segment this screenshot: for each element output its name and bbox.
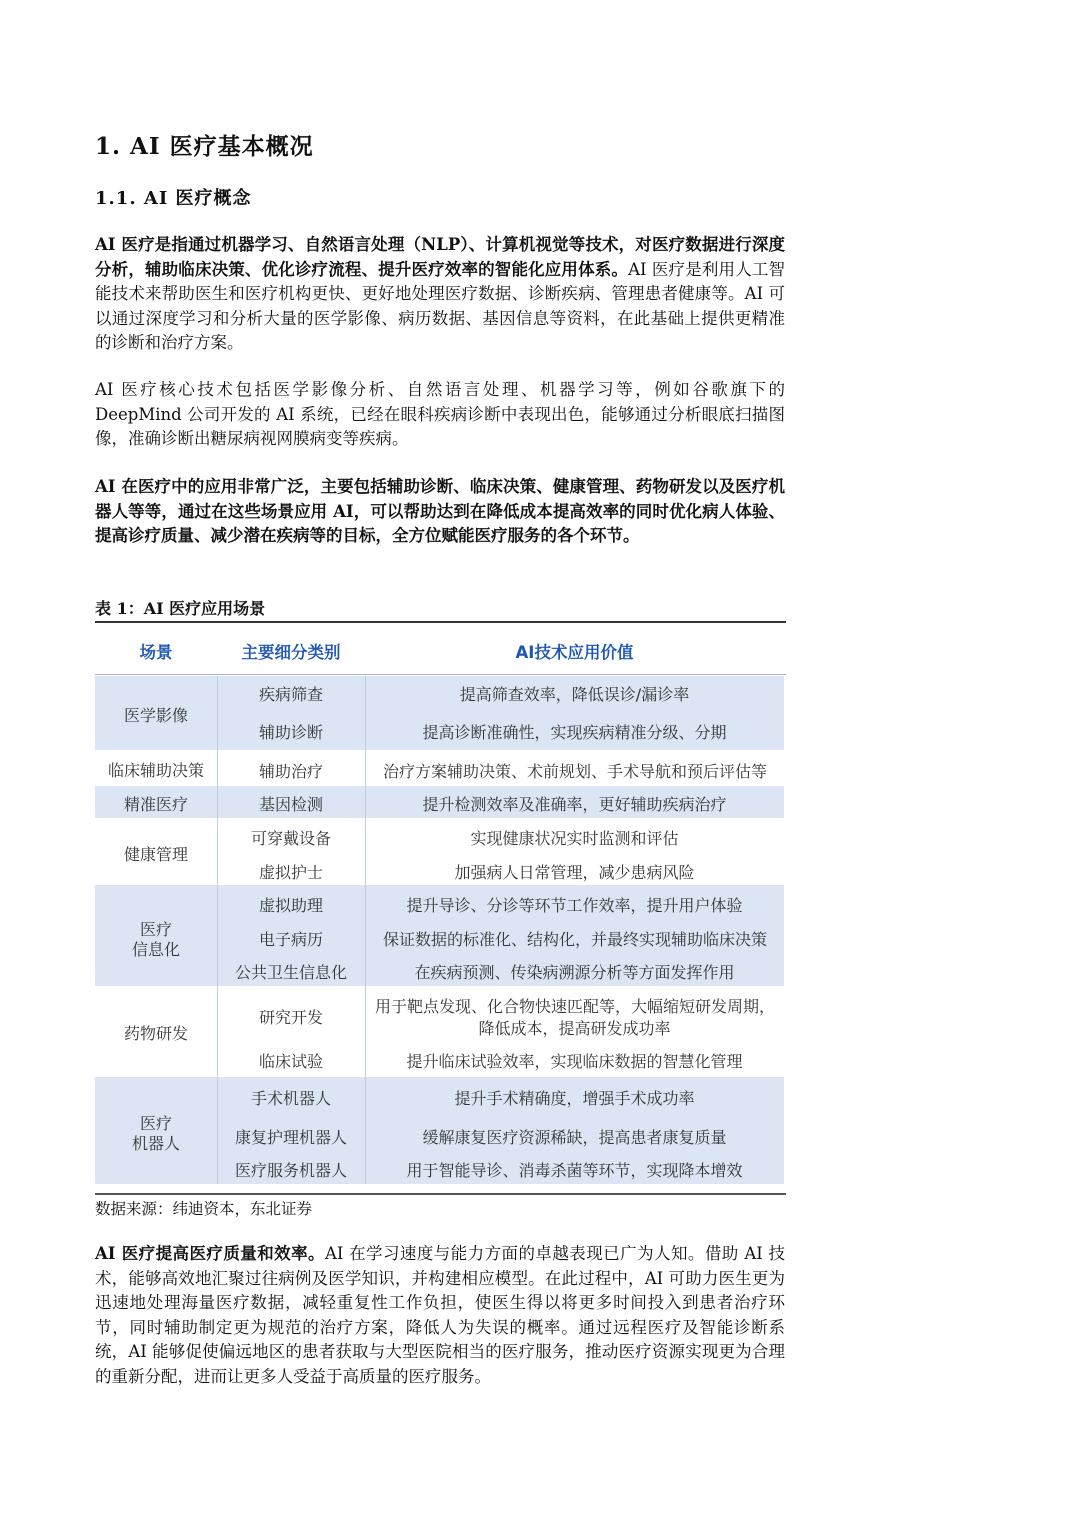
table-header-divider [95,674,786,675]
table-header-subcategory: 主要细分类别 [241,643,341,662]
table-cell-subcategory: 虚拟护士 [258,863,323,882]
table-cell-subcategory: 医疗服务机器人 [234,1161,347,1180]
paragraph-applications-bold: AI 在医疗中的应用非常广泛，主要包括辅助诊断、临床决策、健康管理、药物研发以及医疗机器人等等，通过在这些场景应用 AI，可以帮助达到在降低成本提高效率的同时优化病人体验、提高诊疗质量、减少潜在疾病等的目标，全方位赋能医疗服务的各个环节。 [95,477,785,545]
table-cell-subcategory: 手术机器人 [250,1089,331,1108]
table-header-scenario: 场景 [139,643,173,662]
table-cell-value: 保证数据的标准化、结构化，并最终实现辅助临床决策 [383,930,768,949]
paragraph-quality-normal: AI 在学习速度与能力方面的卓越表现已广为人知。借助 AI 技术，能够高效地汇聚过往病例及医学知识，并构建相应模型。在此过程中，AI 可助力医生更为迅速地处理海量医疗数据，减轻重复性工作负担，使医生得以将更多时间投入到患者治疗环节，同时辅助制定更为规范的治疗方案，降低人为失误的概率。通过远程医疗及智能诊断系统，AI 能够促使偏远地区的患者获取与大型医院相当的医疗服务，推动医疗资源实现更为合理的重新分配，进而让更多人受益于高质量的医疗服务。 [95,1244,786,1386]
table-header-value: AI技术应用价值 [515,643,634,662]
table-cell-subcategory: 辅助诊断 [258,723,323,742]
table-cell-value: 提升检测效率及准确率，更好辅助疾病治疗 [422,795,727,814]
group-informatization-line1: 医疗 [139,920,172,939]
subsection-heading: 1.1. AI 医疗概念 [95,188,252,209]
table-cell-value: 提高诊断准确性，实现疾病精准分级、分期 [422,723,727,742]
paragraph-concept-bold: AI 医疗是指通过机器学习、自然语言处理（NLP）、计算机视觉等技术，对医疗数据进行深度分析，辅助临床决策、优化诊疗流程、提升医疗效率的智能化应用体系。 [95,235,785,279]
table-cell-value: 治疗方案辅助决策、术前规划、手术导航和预后评估等 [383,762,768,781]
table-cell-subcategory: 研究开发 [258,1008,323,1027]
table-bottom-rule [95,1193,786,1195]
table-cell-subcategory: 电子病历 [258,930,323,949]
table-cell-subcategory: 虚拟助理 [258,896,323,915]
group-medical-imaging: 医学影像 [123,706,188,725]
group-precision-medicine: 精准医疗 [123,795,188,814]
paragraph-concept [95,233,785,356]
group-robots-line2: 机器人 [131,1134,180,1153]
table-cell-value: 用于靶点发现、化合物快速匹配等，大幅缩短研发周期， [375,997,776,1016]
group-clinical-decision: 临床辅助决策 [107,761,204,780]
table-cell-value: 提升手术精确度，增强手术成功率 [454,1089,695,1108]
table-cell-subcategory: 辅助治疗 [258,762,323,781]
table-cell-subcategory: 可穿戴设备 [250,829,331,848]
table-cell-value: 实现健康状况实时监测和评估 [470,829,679,848]
table-cell-value: 在疾病预测、传染病溯源分析等方面发挥作用 [414,963,735,982]
paragraph-quality-bold: AI 医疗提高医疗质量和效率。 [95,1244,325,1263]
paragraph-quality-efficiency [95,1242,785,1389]
table-cell-value: 缓解康复医疗资源稀缺，提高患者康复质量 [422,1128,727,1147]
table-cell-value: 加强病人日常管理，减少患病风险 [454,863,695,882]
group-drug-development: 药物研发 [123,1024,188,1043]
paragraph-core-tech: AI 医疗核心技术包括医学影像分析、自然语言处理、机器学习等，例如谷歌旗下的 DeepMind 公司开发的 AI 系统，已经在眼科疾病诊断中表现出色，能够通过分析眼底扫描图像，准确诊断出糖尿病视网膜病变等疾病。 [95,380,785,448]
section-heading: 1. AI 医疗基本概况 [95,133,314,160]
table-cell-subcategory: 临床试验 [258,1052,323,1071]
table-cell-subcategory: 基因检测 [258,795,323,814]
data-source: 数据来源：纬迪资本，东北证券 [95,1200,313,1218]
group-robots-line1: 医疗 [139,1114,172,1133]
table-cell-subcategory: 疾病筛查 [258,685,323,704]
paragraph-applications [95,475,785,549]
table-top-rule [95,621,786,623]
group-informatization-line2: 信息化 [131,940,180,959]
table-cell-value: 提升导诊、分诊等环节工作效率，提升用户体验 [406,896,743,915]
table-cell-value: 提高筛查效率，降低误诊/漏诊率 [459,685,690,704]
table-cell-value: 提升临床试验效率，实现临床数据的智慧化管理 [406,1052,743,1071]
table-cell-subcategory: 公共卫生信息化 [234,963,347,982]
scenario-table [95,621,786,1195]
table-caption: 表 1：AI 医疗应用场景 [95,599,266,618]
table-cell-value-line2: 降低成本，提高研发成功率 [478,1019,671,1038]
table-cell-value: 用于智能导诊、消毒杀菌等环节，实现降本增效 [406,1161,743,1180]
table-cell-subcategory: 康复护理机器人 [234,1128,347,1147]
paragraph-concept-normal: AI 医疗是利用人工智能技术来帮助医生和医疗机构更快、更好地处理医疗数据、诊断疾病、管理患者健康等。AI 可以通过深度学习和分析大量的医学影像、病历数据、基因信息等资料，在此基础上提供更精准的诊断和治疗方案。 [95,259,786,352]
group-health-management: 健康管理 [123,845,188,864]
